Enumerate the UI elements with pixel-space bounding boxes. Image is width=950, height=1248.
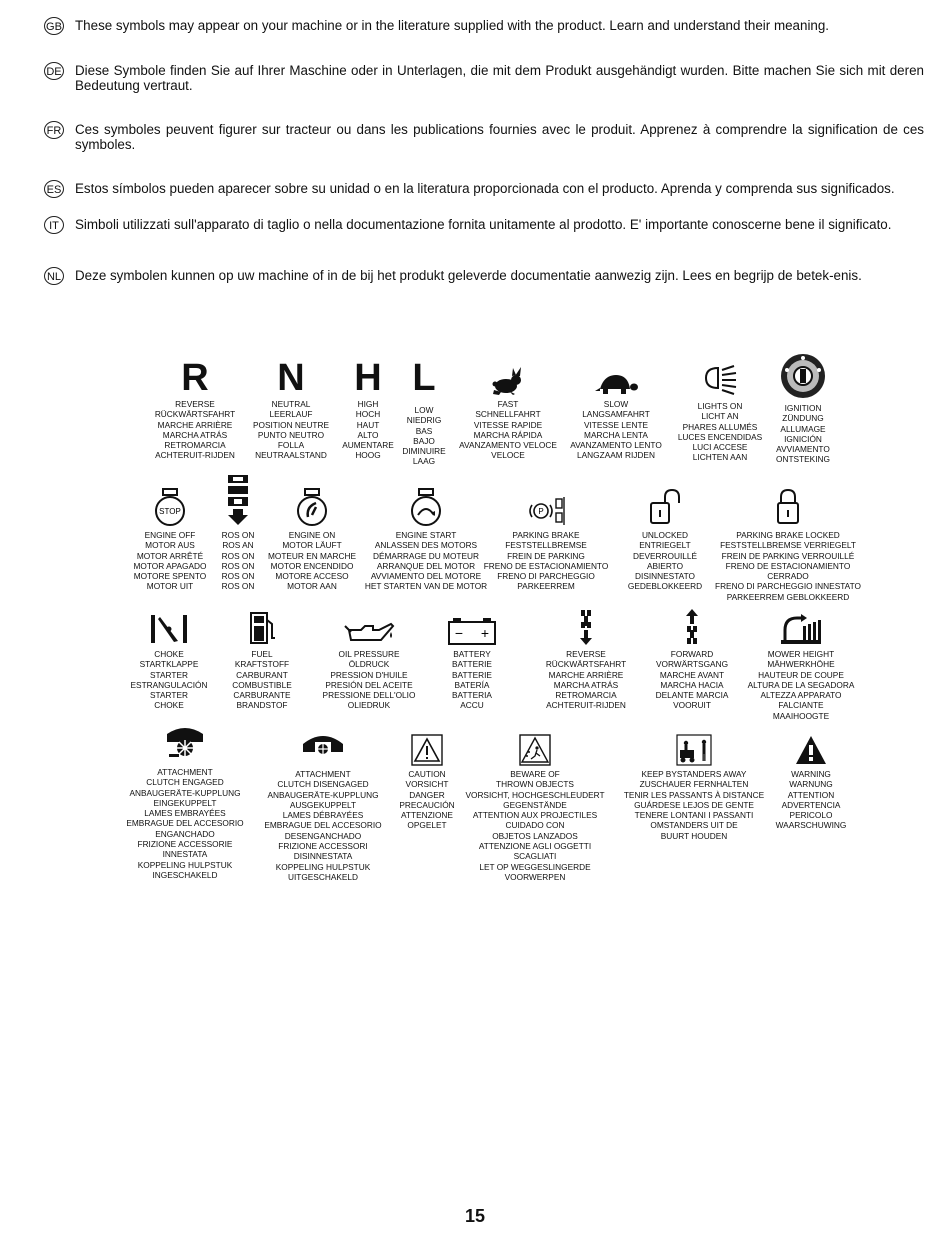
symbol-label: PARKING BRAKE FESTSTELLBREMSE FREIN DE PARKING FRENO DE ESTACIONAMIENTO FRENO DI PARCHEGGIO PARKEERREM xyxy=(483,530,609,592)
warning-triangle-icon xyxy=(795,734,827,766)
oil-can-icon xyxy=(343,618,395,646)
symbol-label: MOWER HEIGHT MÄHWERKHÖHE HAUTEUR DE COUPE ALTURA DE LA SEGADORA ALTEZZA APPARATO FALCIANTE MAAIHOOGTE xyxy=(747,649,855,721)
unlocked-padlock-icon xyxy=(648,487,682,527)
symbol-engine-on xyxy=(258,482,366,592)
intro-fr xyxy=(44,122,924,152)
symbol-label: ATTACHMENT CLUTCH ENGAGED ANBAUGERÄTE-KUPPLUNG EINGEKUPPELT LAMES EMBRAYÉES EMBRAGUE DEL ACCESORIO ENGANCHADO FRIZIONE ACCESSORIE INNESTATA KOPPELING HULPSTUK INGESCHAKELD xyxy=(126,767,244,880)
symbol-parking-brake xyxy=(483,482,609,592)
symbol-fast xyxy=(452,362,564,461)
intro-text: Deze symbolen kunnen op uw machine of in de bij het produkt geleverde documentatie aanwezig zijn. Lees en begrijp de betek-enis. xyxy=(75,268,862,283)
engine-on-icon xyxy=(294,487,330,527)
symbol-label: ENGINE OFF MOTOR AUS MOTOR ARRÊTÉ MOTOR APAGADO MOTORE SPENTO MOTOR UIT xyxy=(133,530,207,592)
svg-text:STOP: STOP xyxy=(159,507,181,516)
symbol-label: SLOW LANGSAMFAHRT VITESSE LENTE MARCHA LENTA AVANZAMENTO LENTO LANGZAAM RIJDEN xyxy=(570,399,662,461)
symbol-label: ROS ON ROS AN ROS ON ROS ON ROS ON ROS ON xyxy=(221,530,255,592)
svg-text:−: − xyxy=(454,625,464,641)
symbol-label: ENGINE ON MOTOR LÄUFT MOTEUR EN MARCHE MOTOR ENCENDIDO MOTORE ACCESO MOTOR AAN xyxy=(267,530,357,592)
low-letter: L xyxy=(412,357,436,399)
engine-start-icon xyxy=(408,487,444,527)
symbol-label: REVERSE RÜCKWÄRTSFAHRT MARCHE ARRIÈRE MARCHA ATRÁS RETROMARCIA ACHTERUIT-RIJDEN xyxy=(545,649,627,711)
symbol-caution xyxy=(394,728,460,831)
symbol-label: HIGH HOCH HAUT ALTO AUMENTARE HOOG xyxy=(342,399,394,461)
language-badge: NL xyxy=(44,267,64,285)
symbol-label: CAUTION VORSICHT DANGER PRECAUCIÓN ATTENZIONE OPGELET xyxy=(399,769,455,831)
symbol-label: LIGHTS ON LICHT AN PHARES ALLUMÉS LUCES ENCENDIDAS LUCI ACCESE LICHTEN AAN xyxy=(677,401,763,463)
symbol-forward xyxy=(646,606,738,711)
symbol-reverse-arrow xyxy=(536,606,636,711)
language-badge: FR xyxy=(44,121,64,139)
symbol-label: FAST SCHNELLFAHRT VITESSE RAPIDE MARCHA RÁPIDA AVANZAMENTO VELOCE VELOCE xyxy=(459,399,557,461)
symbol-keep-bystanders-away xyxy=(616,726,772,841)
symbol-parking-brake-locked xyxy=(706,482,870,602)
symbol-oil-pressure xyxy=(312,606,426,711)
engine-off-icon xyxy=(152,487,188,527)
symbol-label: NEUTRAL LEERLAUF POSITION NEUTRE PUNTO NEUTRO FOLLA NEUTRAALSTAND xyxy=(252,399,330,461)
symbol-label: UNLOCKED ENTRIEGELT DEVERROUILLÉ ABIERTO DISINNESTATO GEDEBLOKKEERD xyxy=(627,530,703,592)
turtle-icon xyxy=(594,372,638,396)
bystanders-icon xyxy=(676,734,712,766)
symbol-high xyxy=(336,357,400,461)
symbol-mower-height xyxy=(740,606,862,721)
choke-icon xyxy=(148,612,190,646)
neutral-letter: N xyxy=(277,357,305,399)
symbol-choke xyxy=(124,606,214,711)
intro-it xyxy=(44,217,924,232)
symbol-reverse xyxy=(145,357,245,461)
headlight-icon xyxy=(700,358,740,398)
parking-brake-icon xyxy=(526,495,566,527)
language-badge: ES xyxy=(44,180,64,198)
intro-es xyxy=(44,181,924,196)
symbol-ignition xyxy=(755,350,851,465)
symbol-label: FUEL KRAFTSTOFF CARBURANT COMBUSTIBLE CARBURANTE BRANDSTOF xyxy=(232,649,292,711)
reverse-letter: R xyxy=(181,357,209,399)
intro-text: Simboli utilizzati sull'apparato di taglio o nella documentazione fornita unitamente al prodotto. E' importante conoscerne bene il significato. xyxy=(75,217,892,232)
thrown-objects-icon xyxy=(519,734,551,766)
symbol-label: FORWARD VORWÄRTSGANG MARCHE AVANT MARCHA HACIA DELANTE MARCIA VOORUIT xyxy=(655,649,729,711)
ignition-key-icon xyxy=(779,352,827,400)
symbol-engine-start xyxy=(360,482,492,592)
symbol-label: IGNITION ZÜNDUNG ALLUMAGE IGNICIÓN AVVIAMENTO ONTSTEKING xyxy=(776,403,830,465)
symbol-label: KEEP BYSTANDERS AWAY ZUSCHAUER FERNHALTEN TENIR LES PASSANTS À DISTANCE GUÁRDESE LEJOS DE GENTE TENERE LONTANI I PASSANTI OMSTANDERS UIT DE BUURT HOUDEN xyxy=(623,769,765,841)
symbol-attachment-disengaged xyxy=(256,722,390,882)
symbol-label: BATTERY BATTERIE BATTERIE BATERÍA BATTERIA ACCU xyxy=(452,649,492,711)
symbol-ros-on xyxy=(212,470,264,592)
symbol-label: CHOKE STARTKLAPPE STARTER ESTRANGULACIÓN STARTER CHOKE xyxy=(130,649,208,711)
symbol-label: REVERSE RÜCKWÄRTSFAHRT MARCHE ARRIÈRE MARCHA ATRÁS RETROMARCIA ACHTERUIT-RIJDEN xyxy=(154,399,236,461)
intro-de xyxy=(44,63,924,93)
svg-text:P: P xyxy=(538,507,544,516)
symbol-neutral xyxy=(246,357,336,461)
symbol-warning xyxy=(766,726,856,831)
reverse-arrow-icon xyxy=(578,608,594,646)
symbol-attachment-engaged xyxy=(118,720,252,880)
symbol-label: BEWARE OF THROWN OBJECTS VORSICHT, HOCHGESCHLEUDERT GEGENSTÄNDE ATTENTION AUX PROJECTILES CUIDADO CON OBJETOS LANZADOS ATTENZIONE AGLI OGGETTI SCAGLIATI LET OP WEGGESLINGERDE VOORWERPEN xyxy=(465,769,605,882)
attachment-engaged-icon xyxy=(163,724,207,764)
symbol-fuel xyxy=(220,606,304,711)
language-badge: DE xyxy=(44,62,64,80)
intro-text: Ces symboles peuvent figurer sur tracteur ou dans les publications fournies avec le produit. Apprenez à comprendre la signification de ces symboles. xyxy=(75,122,924,152)
symbol-label: PARKING BRAKE LOCKED FESTSTELLBREMSE VERRIEGELT FREIN DE PARKING VERROUILLÉ FRENO DE ESTACIONAMIENTO CERRADO FRENO DI PARCHEGGIO INNESTATO PARKEERREM GEBLOKKEERD xyxy=(715,530,861,602)
ros-mower-icon xyxy=(224,473,252,527)
battery-icon xyxy=(447,616,497,646)
symbol-unlocked xyxy=(620,482,710,592)
intro-nl xyxy=(44,268,924,283)
symbol-label: OIL PRESSURE ÖLDRUCK PRESSION D'HUILE PRESIÓN DEL ACEITE PRESSIONE DELL'OLIO OLIEDRUK xyxy=(322,649,416,711)
svg-text:+: + xyxy=(480,625,490,641)
caution-triangle-icon xyxy=(411,734,443,766)
symbol-low xyxy=(396,357,452,467)
symbol-engine-off xyxy=(122,482,218,592)
symbol-label: WARNING WARNUNG ATTENTION ADVERTENCIA PERICOLO WAARSCHUWING xyxy=(775,769,847,831)
page-number: 15 xyxy=(464,1206,486,1226)
intro-gb xyxy=(44,18,924,33)
symbol-thrown-objects xyxy=(460,728,610,882)
symbol-label: LOW NIEDRIG BAS BAJO DIMINUIRE LAAG xyxy=(402,405,446,467)
locked-padlock-icon xyxy=(775,487,801,527)
intro-text: Estos símbolos pueden aparecer sobre su unidad o en la literatura proporcionada con el producto. Aprenda y comprenda sus significados. xyxy=(75,181,895,196)
language-badge: GB xyxy=(44,17,64,35)
high-letter: H xyxy=(354,357,382,399)
forward-arrow-icon xyxy=(684,608,700,646)
rabbit-icon xyxy=(491,366,525,396)
symbol-label: ATTACHMENT CLUTCH DISENGAGED ANBAUGERÄTE-KUPPLUNG AUSGEKUPPELT LAMES DÉBRAYÉES EMBRAGUE DEL ACCESORIO DESENGANCHADO FRIZIONE ACCESSORI DISINNESTATA KOPPELING HULPSTUK UITGESCHAKELD xyxy=(264,769,382,882)
symbol-label: ENGINE START ANLASSEN DES MOTORS DÉMARRAGE DU MOTEUR ARRANQUE DEL MOTOR AVVIAMENTO DEL MOTORE HET STARTEN VAN DE MOTOR xyxy=(364,530,488,592)
fuel-pump-icon xyxy=(247,610,277,646)
intro-text: Diese Symbole finden Sie auf Ihrer Maschine oder in Unterlagen, die mit dem Produkt ausgehändigt wurden. Bitte machen Sie sich mit deren Bedeutung vertraut. xyxy=(75,63,924,93)
symbol-battery xyxy=(432,606,512,711)
attachment-disengaged-icon xyxy=(301,730,345,766)
symbol-slow xyxy=(564,362,668,461)
mower-height-icon xyxy=(779,610,823,646)
language-badge: IT xyxy=(44,216,64,234)
intro-text: These symbols may appear on your machine or in the literature supplied with the product. Learn and understand their meaning. xyxy=(75,18,830,33)
